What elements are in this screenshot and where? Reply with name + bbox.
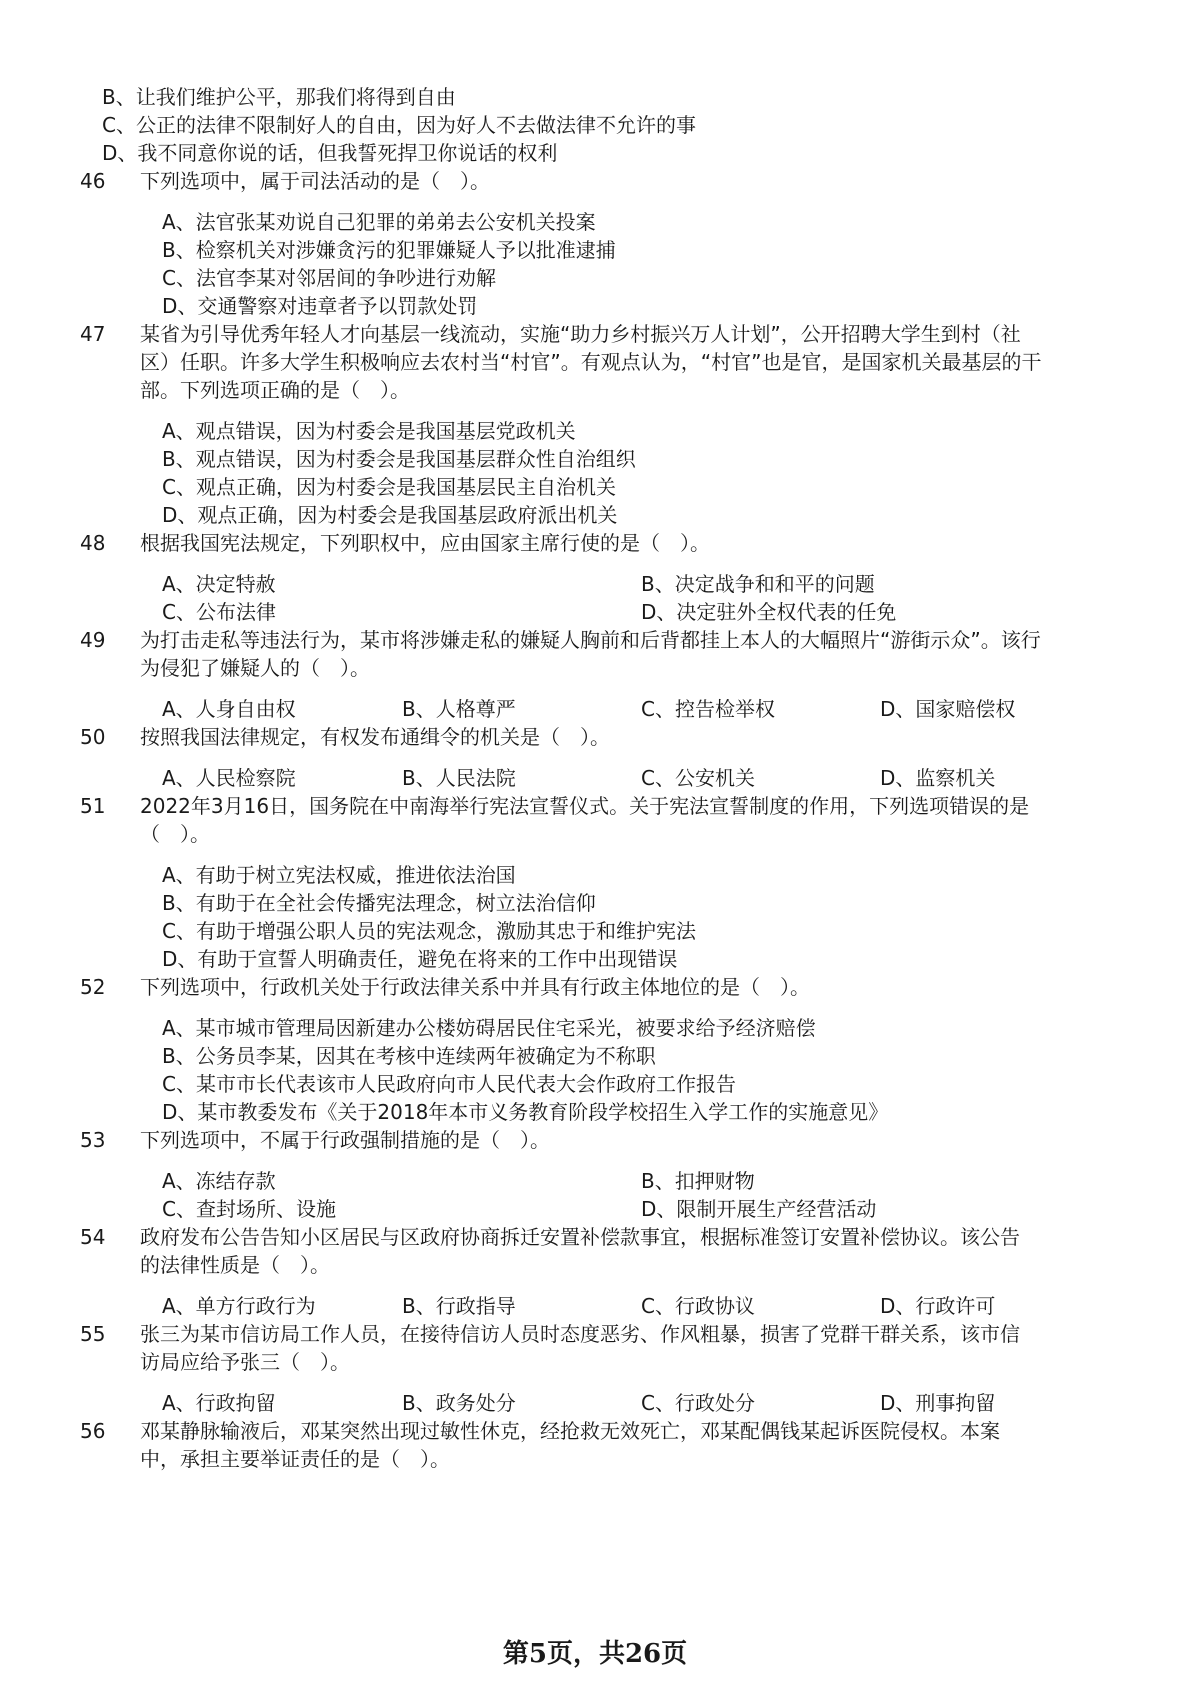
option-line: D、行政许可 xyxy=(880,1294,996,1318)
option-line: D、刑事拘留 xyxy=(880,1391,996,1415)
option-line: B、让我们维护公平，那我们将得到自由 xyxy=(102,85,456,109)
question-number: 47 xyxy=(80,322,106,346)
option-line: D、国家赔偿权 xyxy=(880,697,1016,721)
option-line: A、行政拘留 xyxy=(162,1391,276,1415)
option-line: D、决定驻外全权代表的任免 xyxy=(641,600,897,624)
question-stem: 为侵犯了嫌疑人的（ ）。 xyxy=(140,656,370,680)
question-stem: （ ）。 xyxy=(140,822,210,846)
option-line: A、冻结存款 xyxy=(162,1169,276,1193)
question-number: 53 xyxy=(80,1128,106,1152)
option-line: C、有助于增强公职人员的宪法观念，激励其忠于和维护宪法 xyxy=(162,919,696,943)
option-line: C、公正的法律不限制好人的自由，因为好人不去做法律不允许的事 xyxy=(102,113,696,137)
question-stem: 张三为某市信访局工作人员，在接待信访人员时态度恶劣、作风粗暴，损害了党群干群关系，该市信 xyxy=(140,1322,1020,1346)
option-line: A、有助于树立宪法权威，推进依法治国 xyxy=(162,863,516,887)
option-line: B、人格尊严 xyxy=(402,697,516,721)
option-line: A、某市城市管理局因新建办公楼妨碍居民住宅采光，被要求给予经济赔偿 xyxy=(162,1016,816,1040)
option-line: B、行政指导 xyxy=(402,1294,516,1318)
question-stem: 邓某静脉输液后，邓某突然出现过敏性休克，经抢救无效死亡，邓某配偶钱某起诉医院侵权。本案 xyxy=(140,1419,1000,1443)
question-number: 55 xyxy=(80,1322,106,1346)
question-stem: 区）任职。许多大学生积极响应去农村当“村官”。有观点认为，“村官”也是官，是国家机关最基层的干 xyxy=(140,350,1042,374)
question-number: 51 xyxy=(80,794,106,818)
option-line: A、人身自由权 xyxy=(162,697,296,721)
option-line: A、观点错误，因为村委会是我国基层党政机关 xyxy=(162,419,576,443)
option-line: D、有助于宣誓人明确责任，避免在将来的工作中出现错误 xyxy=(162,947,678,971)
option-line: A、人民检察院 xyxy=(162,766,296,790)
option-line: C、公布法律 xyxy=(162,600,276,624)
option-line: D、观点正确，因为村委会是我国基层政府派出机关 xyxy=(162,503,618,527)
option-line: B、有助于在全社会传播宪法理念，树立法治信仰 xyxy=(162,891,596,915)
question-stem: 中，承担主要举证责任的是（ ）。 xyxy=(140,1447,450,1471)
option-line: C、某市市长代表该市人民政府向市人民代表大会作政府工作报告 xyxy=(162,1072,736,1096)
option-line: B、公务员李某，因其在考核中连续两年被确定为不称职 xyxy=(162,1044,656,1068)
option-line: A、单方行政行为 xyxy=(162,1294,316,1318)
question-stem: 部。下列选项正确的是（ ）。 xyxy=(140,378,410,402)
question-number: 46 xyxy=(80,169,106,193)
question-number: 49 xyxy=(80,628,106,652)
option-line: D、监察机关 xyxy=(880,766,996,790)
option-line: A、法官张某劝说自己犯罪的弟弟去公安机关投案 xyxy=(162,210,596,234)
option-line: B、决定战争和和平的问题 xyxy=(641,572,875,596)
page-number-footer: 第5页，共26页 xyxy=(502,1639,688,1669)
option-line: C、观点正确，因为村委会是我国基层民主自治机关 xyxy=(162,475,616,499)
question-stem: 2022年3月16日，国务院在中南海举行宪法宣誓仪式。关于宪法宣誓制度的作用，下列选项错误的是 xyxy=(140,794,1030,818)
option-line: C、控告检举权 xyxy=(641,697,775,721)
question-stem: 的法律性质是（ ）。 xyxy=(140,1253,330,1277)
question-stem: 某省为引导优秀年轻人才向基层一线流动，实施“助力乡村振兴万人计划”，公开招聘大学生到村（社 xyxy=(140,322,1021,346)
option-line: B、人民法院 xyxy=(402,766,516,790)
option-line: B、政务处分 xyxy=(402,1391,516,1415)
option-line: C、公安机关 xyxy=(641,766,755,790)
option-line: C、行政协议 xyxy=(641,1294,755,1318)
option-line: C、行政处分 xyxy=(641,1391,755,1415)
question-number: 48 xyxy=(80,531,106,555)
option-line: B、观点错误，因为村委会是我国基层群众性自治组织 xyxy=(162,447,636,471)
question-number: 50 xyxy=(80,725,106,749)
question-number: 56 xyxy=(80,1419,106,1443)
option-line: B、检察机关对涉嫌贪污的犯罪嫌疑人予以批准逮捕 xyxy=(162,238,616,262)
question-stem: 下列选项中，属于司法活动的是（ ）。 xyxy=(140,169,490,193)
question-stem: 下列选项中，不属于行政强制措施的是（ ）。 xyxy=(140,1128,550,1152)
question-stem: 下列选项中，行政机关处于行政法律关系中并具有行政主体地位的是（ ）。 xyxy=(140,975,810,999)
option-line: D、某市教委发布《关于2018年本市义务教育阶段学校招生入学工作的实施意见》 xyxy=(162,1100,889,1124)
question-number: 54 xyxy=(80,1225,106,1249)
question-stem: 访局应给予张三（ ）。 xyxy=(140,1350,350,1374)
option-line: C、法官李某对邻居间的争吵进行劝解 xyxy=(162,266,496,290)
question-stem: 为打击走私等违法行为，某市将涉嫌走私的嫌疑人胸前和后背都挂上本人的大幅照片“游街示众”。该行 xyxy=(140,628,1041,652)
option-line: D、交通警察对违章者予以罚款处罚 xyxy=(162,294,478,318)
option-line: D、限制开展生产经营活动 xyxy=(641,1197,877,1221)
question-stem: 按照我国法律规定，有权发布通缉令的机关是（ ）。 xyxy=(140,725,610,749)
option-line: A、决定特赦 xyxy=(162,572,276,596)
option-line: B、扣押财物 xyxy=(641,1169,755,1193)
option-line: D、我不同意你说的话，但我誓死捍卫你说话的权利 xyxy=(102,141,558,165)
question-stem: 政府发布公告告知小区居民与区政府协商拆迁安置补偿款事宜，根据标准签订安置补偿协议。该公告 xyxy=(140,1225,1020,1249)
question-number: 52 xyxy=(80,975,106,999)
option-line: C、查封场所、设施 xyxy=(162,1197,336,1221)
question-stem: 根据我国宪法规定，下列职权中，应由国家主席行使的是（ ）。 xyxy=(140,531,710,555)
